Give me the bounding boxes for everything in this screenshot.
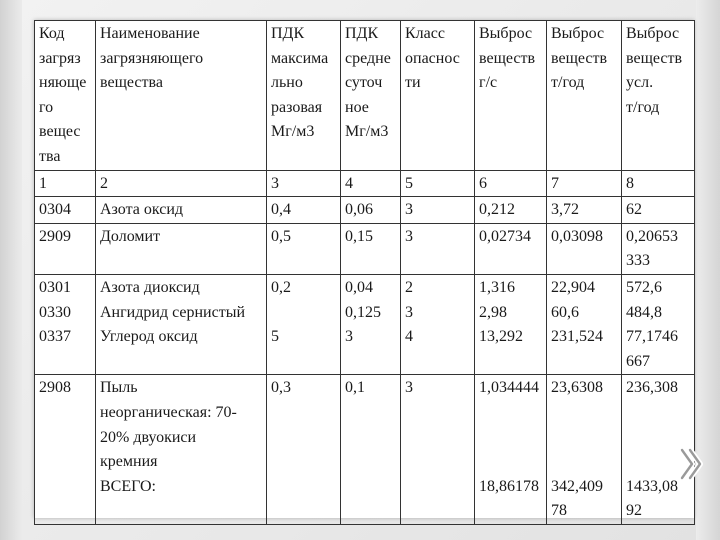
next-slide-button[interactable] <box>678 444 706 484</box>
table-cell: 0,02734 <box>475 223 547 274</box>
table-cell: 0,15 <box>341 223 401 274</box>
table-cell: 23,6308 342,409 78 <box>547 375 622 525</box>
table-cell: Доломит <box>96 223 267 274</box>
table-cell: 0,5 <box>267 223 341 274</box>
table-row <box>35 223 695 274</box>
table-cell: 22,904 60,6 231,524 <box>547 274 622 374</box>
table-cell: 7 <box>547 170 622 197</box>
table-row <box>35 170 695 197</box>
header-row <box>35 21 695 171</box>
table-cell: 1,316 2,98 13,292 <box>475 274 547 374</box>
table-cell: 2909 <box>35 223 96 274</box>
table-cell: 0,03098 <box>547 223 622 274</box>
table-cell: 2 3 4 <box>401 274 475 374</box>
slide-left-edge <box>0 0 22 540</box>
table-cell: 5 <box>401 170 475 197</box>
table-cell: 3 <box>401 197 475 224</box>
table-cell: Азота оксид <box>96 197 267 224</box>
emissions-table <box>34 20 695 525</box>
table-row <box>35 197 695 224</box>
table-row <box>35 274 695 374</box>
table-cell: 2908 <box>35 375 96 525</box>
table-cell: 0,212 <box>475 197 547 224</box>
header-emission-tyear: Выброс веществ т/год <box>547 21 622 171</box>
header-pdk-max-single: ПДК максима льно разовая Мг/м3 <box>267 21 341 171</box>
header-hazard-class: Класс опаснос ти <box>401 21 475 171</box>
table-cell: 0,20653 333 <box>622 223 695 274</box>
table-cell: 3 <box>267 170 341 197</box>
table-cell: 0301 0330 0337 <box>35 274 96 374</box>
header-emission-gs: Выброс веществ г/с <box>475 21 547 171</box>
table-cell: 0,1 <box>341 375 401 525</box>
table-cell: 0,3 <box>267 375 341 525</box>
emissions-table-panel <box>34 20 694 518</box>
table-cell: 0,06 <box>341 197 401 224</box>
table-cell: 3,72 <box>547 197 622 224</box>
table-row <box>35 375 695 525</box>
table-cell: 1,034444 18,86178 <box>475 375 547 525</box>
table-cell: 2 <box>96 170 267 197</box>
header-code: Код загряз няюще го вещес тва <box>35 21 96 171</box>
table-cell: Азота диоксид Ангидрид сернистый Углерод оксид <box>96 274 267 374</box>
table-cell: 0,2 5 <box>267 274 341 374</box>
table-cell: Пыль неорганическая: 70- 20% двуокиси кремния ВСЕГО: <box>96 375 267 525</box>
header-emission-cond-tyear: Выброс веществ усл. т/год <box>622 21 695 171</box>
table-cell: 3 <box>401 223 475 274</box>
chevron-right-double-icon <box>678 444 706 484</box>
header-pdk-daily-avg: ПДК средне суточ ное Мг/м3 <box>341 21 401 171</box>
table-cell: 1 <box>35 170 96 197</box>
table-cell: 236,308 1433,08 92 <box>622 375 695 525</box>
table-cell: 572,6 484,8 77,1746 667 <box>622 274 695 374</box>
table-cell: 0,4 <box>267 197 341 224</box>
header-substance-name: Наименование загрязняющего вещества <box>96 21 267 171</box>
table-cell: 6 <box>475 170 547 197</box>
table-cell: 0,04 0,125 3 <box>341 274 401 374</box>
table-cell: 62 <box>622 197 695 224</box>
table-cell: 3 <box>401 375 475 525</box>
table-cell: 0304 <box>35 197 96 224</box>
table-cell: 8 <box>622 170 695 197</box>
table-cell: 4 <box>341 170 401 197</box>
